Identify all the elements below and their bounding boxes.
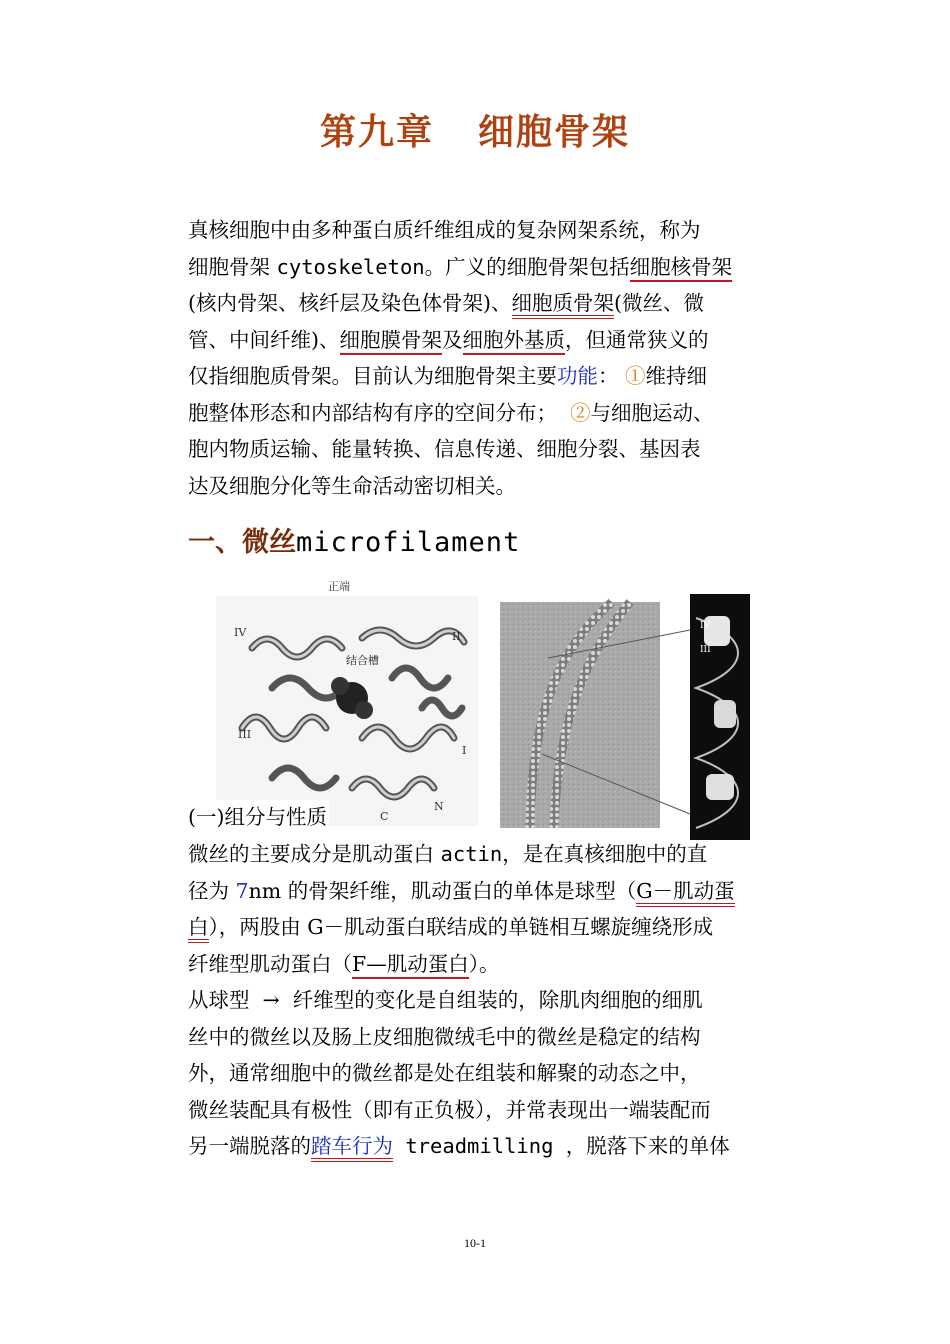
term-g-actin: G－肌动蛋 [636,879,734,907]
body-line-7: 外，通常细胞中的微丝都是处在组装和解聚的动态之中， [188,1061,701,1085]
term-nuclear-skeleton: 细胞核骨架 [630,255,733,282]
text: 微丝的主要成分是肌动蛋白 [188,842,441,866]
label-n: N [434,800,444,813]
body-line-8: 微丝装配具有极性（即有正负极），并常表现出一端装配而 [188,1097,711,1122]
term-treadmilling-en: treadmilling ，脱落下来的单体 [393,1134,730,1158]
intro-line-1: 真核细胞中由多种蛋白质纤维组成的复杂网架系统，称为 [188,218,701,242]
body-line-1 [188,836,793,873]
text: 。广义的细胞骨架包括 [424,254,630,279]
text: 径为 [188,878,236,903]
term-cytoskeleton: cytoskeleton [276,254,425,279]
label-iii-model: III [700,645,711,655]
label-ii: II [452,630,461,643]
text: nm 的骨架纤维，肌动蛋白的单体是球型（ [248,878,637,903]
term-membrane-skeleton: 细胞膜骨架 [340,328,443,355]
circled-number-1: ① [625,364,646,388]
term-f-actin: F—肌动蛋白 [352,952,469,979]
text: ，但通常狭义的 [565,327,709,352]
term-g-actin-end: 白 [188,915,209,943]
diameter-value: 7 [235,878,249,903]
label-binding-groove: 结合槽 [346,654,379,667]
intro-line-3 [188,285,793,322]
body-paragraph-1 [188,836,793,982]
body-line-9 [188,1128,793,1165]
intro-line-8: 达及细胞分化等生命活动密切相关。 [188,473,516,498]
label-c: C [380,810,389,823]
label-iv: IV [234,626,247,639]
intro-paragraph [188,212,793,504]
term-function: 功能 [557,364,598,388]
label-i: I [462,744,467,757]
heading-text-en: microfilament [296,527,521,558]
label-plus-end: 正端 [328,580,350,593]
term-treadmilling: 踏车行为 [311,1134,393,1162]
text: 另一端脱落的 [188,1134,311,1158]
text: 与细胞运动、 [590,400,714,425]
chapter-number: 第九章 [319,111,434,153]
intro-line-7: 胞内物质运输、能量转换、信息传递、细胞分裂、基因表 [188,437,701,461]
label-iii: III [238,728,252,741]
text: (微丝、微 [614,291,704,315]
f-actin-helix-model [690,594,750,840]
chapter-title: 细胞骨架 [478,111,631,153]
term-cytoplasmic-skeleton: 细胞质骨架 [512,291,615,319]
body-line-6: 丝中的微丝以及肠上皮细胞微绒毛中的微丝是稳定的结构 [188,1024,701,1049]
body-line-4 [188,946,793,983]
g-actin-ribbon-diagram [216,579,478,826]
text: 胞整体形态和内部结构有序的空间分布； [188,400,571,425]
circled-number-2: ② [570,400,591,425]
text: 细胞骨架 [188,254,277,279]
text: 维持细 [645,364,708,388]
text: ： [598,364,626,388]
subsection-heading: (一)组分与性质 [188,800,329,830]
body-line-5: 从球型 → 纤维型的变化是自组装的，除肌肉细胞的细肌 [188,988,703,1012]
page-title [0,104,950,155]
body-line-3 [188,909,793,946]
label-iv-model: IV [700,621,711,631]
heading-text: 一、微丝 [188,527,296,558]
text: 及 [442,327,463,352]
text: (核内骨架、核纤层及染色体骨架)、 [188,291,512,315]
filament-micrograph [500,602,690,828]
intro-line-6 [188,395,793,432]
text: ）。 [468,951,500,976]
body-line-2 [188,873,793,910]
intro-line-4 [188,322,793,359]
intro-line-2 [188,249,793,286]
section-heading-microfilament [188,520,520,559]
text: ），两股由 G－肌动蛋白联结成的单链相互螺旋缠绕形成 [208,915,714,939]
page-number: 10-1 [464,1236,486,1250]
text: 仅指细胞质骨架。目前认为细胞骨架主要 [188,364,557,388]
text: ，是在真核细胞中的直 [502,842,708,866]
text: 纤维型肌动蛋白（ [188,951,352,976]
term-actin: actin [440,842,503,866]
term-extracellular-matrix: 细胞外基质 [463,328,566,355]
text: 管、中间纤维)、 [188,327,340,352]
intro-line-5 [188,358,793,395]
body-paragraph-2 [188,982,793,1165]
